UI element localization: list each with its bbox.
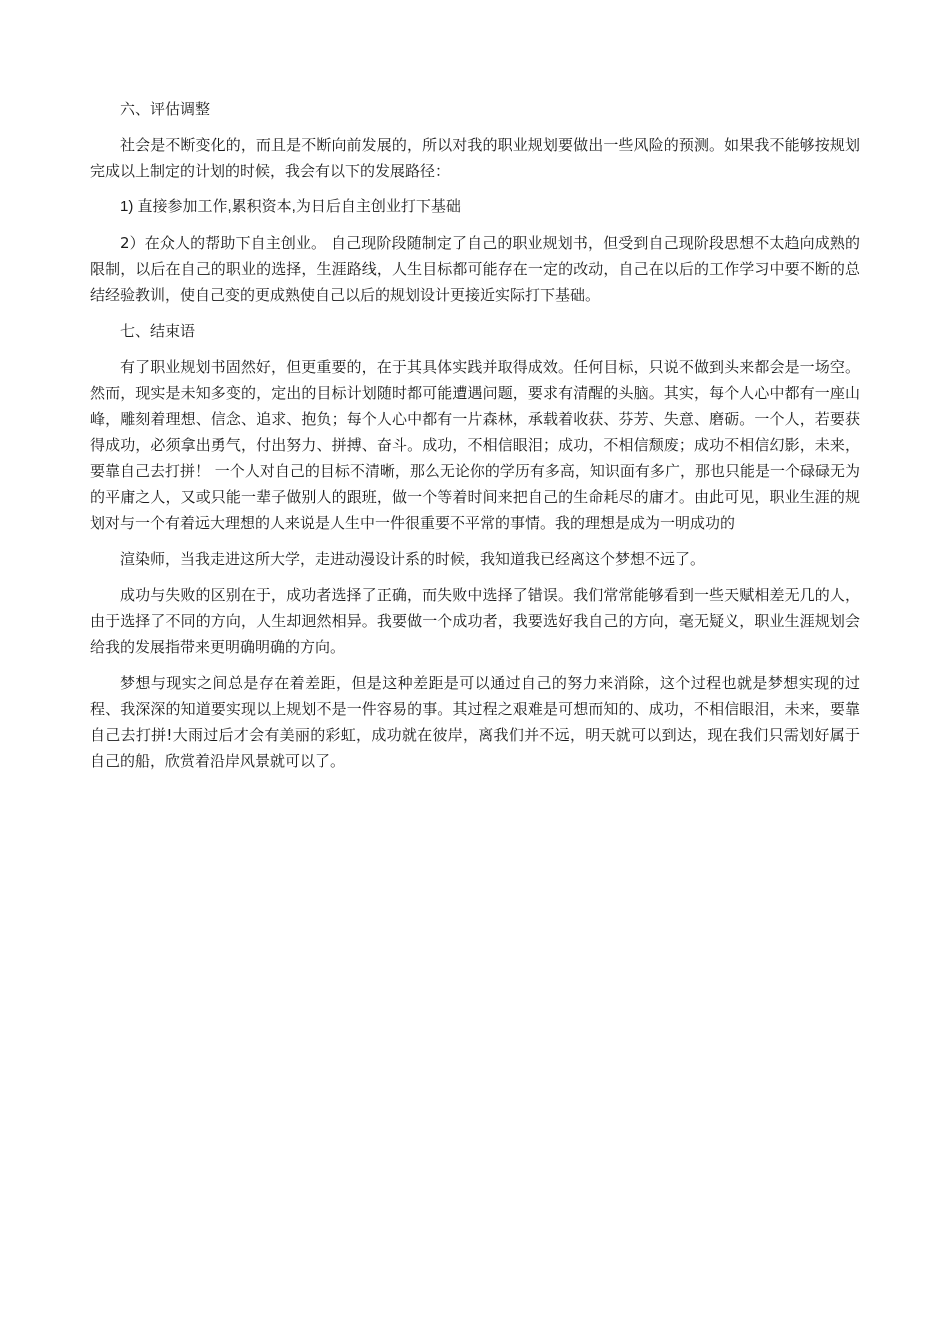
conclusion-paragraph-2: 渲染师，当我走进这所大学，走进动漫设计系的时候，我知道我已经离这个梦想不远了。	[120, 550, 706, 568]
section-6-intro: 社会是不断变化的，而且是不断向前发展的，所以对我的职业规划要做出一些风险的预测。如果我不能够按规划完成以上制定的计划的时候，我会有以下的发展路径：	[90, 136, 860, 180]
conclusion-paragraph-4: 梦想与现实之间总是存在着差距，但是这种差距是可以通过自己的努力来消除，这个过程也就是梦想实现的过程、我深深的知道要实现以上规划不是一件容易的事。其过程之艰难是可想而知的、成功，不相信眼泪，未来，要靠自己去打拼!大雨过后才会有美丽的彩虹，成功就在彼岸，离我们并不远，明天就可以到达，现在我们只需划好属于自己的船，欣赏着沿岸风景就可以了。	[90, 674, 860, 770]
conclusion-paragraph-1: 有了职业规划书固然好，但更重要的，在于其具体实践并取得成效。任何目标，只说不做到头来都会是一场空。然而，现实是未知多变的，定出的目标计划随时都可能遭遇问题，要求有清醒的头脑。其实，每个人心中都有一座山峰，雕刻着理想、信念、追求、抱负；每个人心中都有一片森林，承载着收获、芬芳、失意、磨砺。一个人，若要获得成功，必须拿出勇气，付出努力、拼搏、奋斗。成功，不相信眼泪；成功，不相信颓废；成功不相信幻影，未来，要靠自己去打拼！ 一个人对自己的目标不清晰，那么无论你的学历有多高，知识面有多广，那也只能是一个碌碌无为的平庸之人，又或只能一辈子做别人的跟班，做一个等着时间来把自己的生命耗尽的庸才。由此可见，职业生涯的规划对与一个有着远大理想的人来说是人生中一件很重要不平常的事情。我的理想是成为一明成功的	[90, 358, 860, 532]
conclusion-paragraph-3: 成功与失败的区别在于，成功者选择了正确，而失败中选择了错误。我们常常能够看到一些天赋相差无几的人，由于选择了不同的方向，人生却迥然相异。我要做一个成功者，我要选好我自己的方向，毫无疑义，职业生涯规划会给我的发展指带来更明确明确的方向。	[90, 586, 860, 656]
section-7-heading: 七、结束语	[120, 322, 196, 340]
path-item-1: 1) 直接参加工作,累积资本,为日后自主创业打下基础	[120, 198, 461, 215]
section-6-heading: 六、评估调整	[120, 100, 211, 118]
path-item-2: 2）在众人的帮助下自主创业。 自己现阶段随制定了自己的职业规划书，但受到自己现阶段思想不太趋向成熟的限制，以后在自己的职业的选择，生涯路线，人生目标都可能存在一定的改动，自己在以后的工作学习中要不断的总结经验教训，使自己变的更成熟使自己以后的规划设计更接近实际打下基础。	[90, 234, 860, 304]
document-page	[90, 96, 860, 784]
